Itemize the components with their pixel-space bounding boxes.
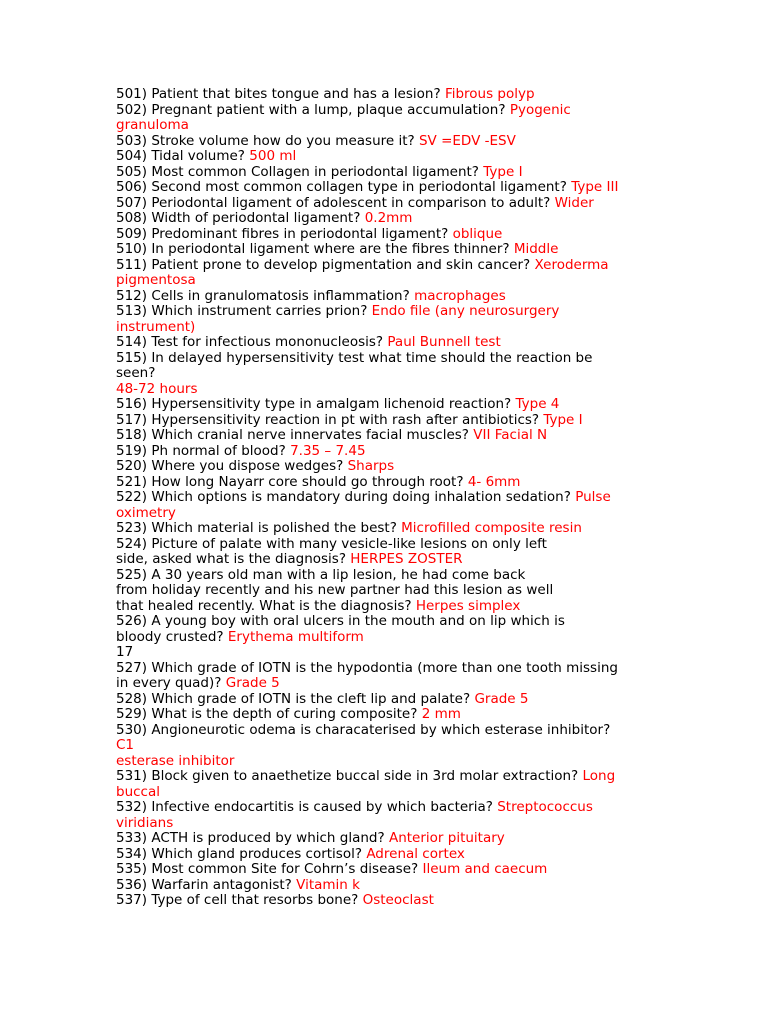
- question-text: 531) Block given to anaethetize buccal side in 3rd molar extraction?: [116, 768, 583, 784]
- qa-line: [116, 893, 656, 909]
- question-text: 515) In delayed hypersensitivity test what time should the reaction be: [116, 349, 593, 366]
- qa-line: [116, 444, 656, 460]
- answer-text: Endo file (any neurosurgery: [371, 303, 560, 319]
- qa-line: [116, 413, 656, 429]
- question-text: seen?: [116, 365, 156, 381]
- answer-text: Type I: [483, 163, 523, 180]
- qa-line: [116, 521, 656, 537]
- answer-text: 48-72 hours: [116, 380, 198, 397]
- qa-line: [116, 149, 656, 165]
- question-text: 529) What is the depth of curing composite?: [116, 706, 422, 722]
- answer-text: viridians: [116, 814, 174, 831]
- question-text: bloody crusted?: [116, 628, 228, 645]
- qa-line: [116, 537, 656, 553]
- answer-text: Type I: [543, 411, 583, 428]
- qa-line: [116, 738, 656, 754]
- qa-line: [116, 289, 656, 305]
- question-text: 17: [116, 644, 134, 660]
- answer-text: Vitamin k: [296, 876, 360, 893]
- question-text: 535) Most common Site for Cohrn’s disease?: [116, 861, 423, 877]
- qa-line: [116, 862, 656, 878]
- qa-line: [116, 428, 656, 444]
- qa-line: [116, 800, 656, 816]
- qa-line: [116, 847, 656, 863]
- question-text: 523) Which material is polished the best?: [116, 520, 402, 536]
- question-text: 504) Tidal volume?: [116, 148, 250, 164]
- qa-line: [116, 599, 656, 615]
- answer-text: Herpes simplex: [415, 597, 521, 614]
- answer-text: Adrenal cortex: [366, 845, 465, 862]
- answer-text: 2 mm: [421, 706, 461, 722]
- qa-line: [116, 351, 656, 367]
- qa-line: [116, 258, 656, 274]
- qa-line: [116, 103, 656, 119]
- qa-line: [116, 769, 656, 785]
- answer-text: 0.2mm: [364, 210, 413, 226]
- answer-text: oblique: [452, 225, 503, 242]
- question-text: 505) Most common Collagen in periodontal ligament?: [116, 163, 484, 180]
- answer-text: Long: [582, 768, 616, 784]
- answer-text: instrument): [116, 318, 196, 335]
- qa-line: [116, 645, 656, 661]
- qa-line: [116, 506, 656, 522]
- qa-line: [116, 211, 656, 227]
- answer-text: buccal: [116, 783, 160, 800]
- answer-text: 4- 6mm: [467, 473, 521, 490]
- question-text: from holiday recently and his new partner had this lesion as well: [116, 582, 554, 598]
- qa-line: [116, 273, 656, 289]
- qa-line: [116, 87, 656, 103]
- qa-line: [116, 661, 656, 677]
- question-text: 509) Predominant fibres in periodontal ligament?: [116, 225, 453, 242]
- qa-line: [116, 754, 656, 770]
- qa-line: [116, 614, 656, 630]
- qa-list: [116, 87, 656, 909]
- question-text: 527) Which grade of IOTN is the hypodontia (more than one tooth missing: [116, 659, 618, 676]
- question-text: 513) Which instrument carries prion?: [116, 303, 372, 319]
- answer-text: Osteoclast: [362, 892, 434, 908]
- answer-text: Streptococcus: [497, 799, 593, 815]
- answer-text: granuloma: [116, 117, 189, 133]
- answer-text: Grade 5: [474, 690, 529, 707]
- answer-text: Paul Bunnell test: [387, 334, 501, 350]
- answer-text: VII Facial N: [473, 427, 548, 443]
- question-text: 537) Type of cell that resorbs bone?: [116, 892, 363, 908]
- question-text: 517) Hypersensitivity reaction in pt with rash after antibiotics?: [116, 411, 544, 428]
- question-text: 514) Test for infectious mononucleosis?: [116, 334, 388, 350]
- question-text: 533) ACTH is produced by which gland?: [116, 830, 389, 846]
- qa-line: [116, 723, 656, 739]
- answer-text: Erythema multiform: [227, 628, 364, 645]
- answer-text: Middle: [513, 241, 559, 257]
- question-text: 511) Patient prone to develop pigmentation and skin cancer?: [116, 256, 535, 273]
- question-text: 525) A 30 years old man with a lip lesion, he had come back: [116, 566, 526, 583]
- answer-text: HERPES ZOSTER: [350, 551, 463, 567]
- answer-text: oximetry: [116, 504, 176, 521]
- question-text: 519) Ph normal of blood?: [116, 442, 291, 459]
- question-text: 507) Periodontal ligament of adolescent in comparison to adult?: [116, 194, 555, 211]
- qa-line: [116, 366, 656, 382]
- qa-line: [116, 196, 656, 212]
- answer-text: 7.35 – 7.45: [290, 442, 366, 459]
- qa-line: [116, 320, 656, 336]
- qa-line: [116, 118, 656, 134]
- question-text: 532) Infective endocartitis is caused by which bacteria?: [116, 799, 498, 815]
- question-text: 526) A young boy with oral ulcers in the mouth and on lip which is: [116, 613, 565, 629]
- question-text: 534) Which gland produces cortisol?: [116, 845, 367, 862]
- qa-line: [116, 475, 656, 491]
- answer-text: 500 ml: [249, 148, 297, 164]
- qa-line: [116, 382, 656, 398]
- qa-line: [116, 831, 656, 847]
- question-text: 522) Which options is mandatory during doing inhalation sedation?: [116, 489, 576, 505]
- question-text: 536) Warfarin antagonist?: [116, 876, 297, 893]
- question-text: 518) Which cranial nerve innervates facial muscles?: [116, 427, 474, 443]
- qa-line: [116, 878, 656, 894]
- question-text: 510) In periodontal ligament where are the fibres thinner?: [116, 241, 514, 257]
- question-text: that healed recently. What is the diagnosis?: [116, 597, 416, 614]
- question-text: 502) Pregnant patient with a lump, plaque accumulation?: [116, 101, 510, 118]
- question-text: 508) Width of periodontal ligament?: [116, 210, 365, 226]
- qa-line: [116, 397, 656, 413]
- question-text: 528) Which grade of IOTN is the cleft lip and palate?: [116, 690, 475, 707]
- answer-text: Microfilled composite resin: [401, 520, 582, 536]
- answer-text: Xeroderma: [534, 256, 609, 273]
- answer-text: Grade 5: [225, 675, 280, 691]
- qa-line: [116, 242, 656, 258]
- question-text: 520) Where you dispose wedges?: [116, 458, 348, 474]
- answer-text: Type III: [571, 179, 619, 195]
- answer-text: C1: [116, 737, 135, 753]
- answer-text: Type 4: [515, 396, 560, 412]
- answer-text: SV =EDV -ESV: [418, 132, 516, 149]
- question-text: 503) Stroke volume how do you measure it?: [116, 132, 419, 149]
- question-text: 506) Second most common collagen type in periodontal ligament?: [116, 179, 572, 195]
- answer-text: Sharps: [347, 458, 395, 474]
- qa-line: [116, 227, 656, 243]
- qa-line: [116, 490, 656, 506]
- qa-line: [116, 583, 656, 599]
- answer-text: esterase inhibitor: [116, 752, 235, 769]
- question-text: 530) Angioneurotic odema is characaterised by which esterase inhibitor?: [116, 721, 611, 738]
- answer-text: macrophages: [414, 287, 506, 304]
- qa-line: [116, 180, 656, 196]
- qa-line: [116, 568, 656, 584]
- qa-line: [116, 134, 656, 150]
- qa-line: [116, 630, 656, 646]
- qa-line: [116, 165, 656, 181]
- answer-text: Wider: [554, 194, 594, 211]
- qa-line: [116, 692, 656, 708]
- qa-line: [116, 816, 656, 832]
- answer-text: pigmentosa: [116, 272, 196, 288]
- question-text: 521) How long Nayarr core should go through root?: [116, 473, 468, 490]
- question-text: 512) Cells in granulomatosis inflammation?: [116, 287, 415, 304]
- qa-line: [116, 459, 656, 475]
- answer-text: Fibrous polyp: [444, 86, 535, 102]
- question-text: 501) Patient that bites tongue and has a lesion?: [116, 86, 445, 102]
- qa-line: [116, 552, 656, 568]
- answer-text: Pyogenic: [509, 101, 571, 118]
- qa-line: [116, 785, 656, 801]
- qa-line: [116, 304, 656, 320]
- qa-line: [116, 335, 656, 351]
- answer-text: Pulse: [575, 489, 611, 505]
- qa-line: [116, 707, 656, 723]
- answer-text: Ileum and caecum: [422, 861, 548, 877]
- question-text: 524) Picture of palate with many vesicle-like lesions on only left: [116, 535, 547, 552]
- question-text: in every quad)?: [116, 675, 226, 691]
- question-text: 516) Hypersensitivity type in amalgam lichenoid reaction?: [116, 396, 516, 412]
- qa-line: [116, 676, 656, 692]
- answer-text: Anterior pituitary: [388, 830, 505, 846]
- question-text: side, asked what is the diagnosis?: [116, 551, 351, 567]
